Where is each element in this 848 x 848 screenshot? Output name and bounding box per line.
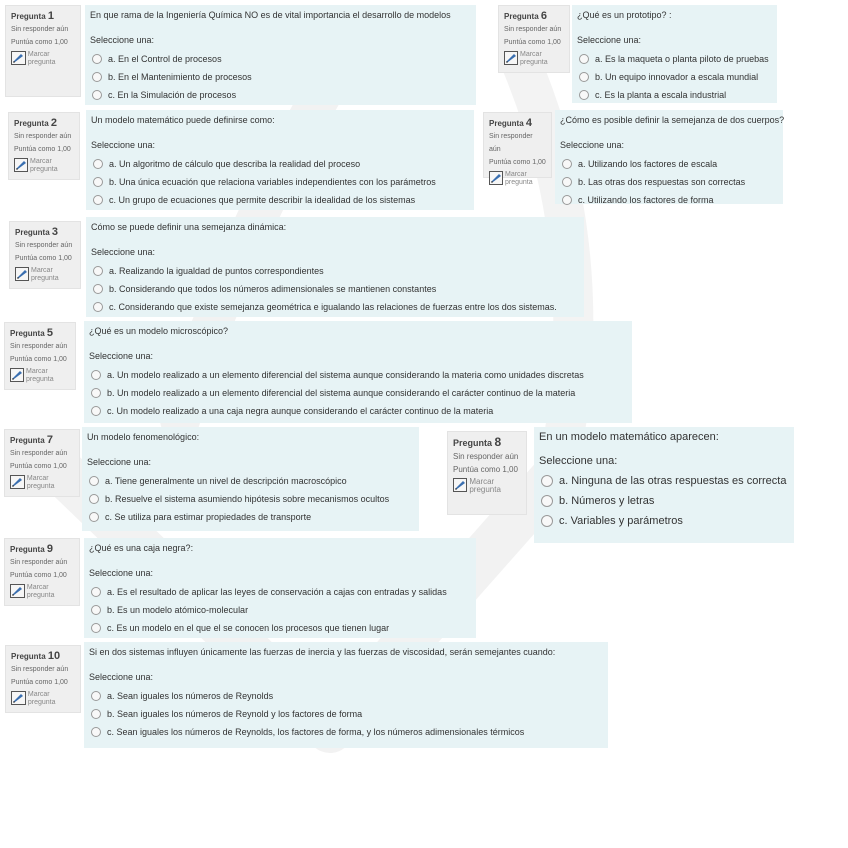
question-text: Cómo se puede definir una semejanza dinámica: <box>91 222 287 232</box>
answer-option[interactable] <box>89 384 627 402</box>
answer-option[interactable] <box>577 50 772 68</box>
question-score: Puntúa como 1,00 <box>11 39 68 46</box>
flag-question-label: Marcar pregunta <box>31 267 59 282</box>
radio-button[interactable] <box>93 302 103 312</box>
answer-option[interactable] <box>539 511 789 531</box>
radio-button[interactable] <box>91 388 101 398</box>
question-info <box>4 429 80 497</box>
answer-option[interactable] <box>90 86 471 104</box>
question-text: En que rama de la Ingeniería Química NO es de vital importancia el desarrollo de modelos <box>90 10 451 20</box>
flag-question-label: Marcar pregunta <box>27 691 56 706</box>
radio-button[interactable] <box>562 159 572 169</box>
question-number-value: 10 <box>47 650 61 662</box>
question-number-value: 8 <box>494 435 502 449</box>
question-info <box>4 538 80 606</box>
question-number-value: 3 <box>51 226 59 238</box>
radio-button[interactable] <box>89 494 99 504</box>
question-content <box>534 427 794 543</box>
question-content <box>86 217 584 317</box>
answer-option[interactable] <box>90 68 471 86</box>
answer-option-label: a. Utilizando los factores de escala <box>578 159 718 169</box>
question-number <box>504 10 564 23</box>
question-number <box>453 436 521 450</box>
radio-button[interactable] <box>93 177 103 187</box>
answer-option[interactable] <box>89 723 603 741</box>
question-status: Sin responder aún <box>10 343 68 350</box>
flag-icon <box>11 51 26 65</box>
question-score: Puntúa como 1,00 <box>10 463 67 470</box>
flag-question-button[interactable] <box>10 368 70 384</box>
answer-prompt: Seleccione una: <box>87 457 152 467</box>
answer-option[interactable] <box>539 471 789 491</box>
radio-button[interactable] <box>91 727 101 737</box>
question-number-value: 4 <box>525 117 533 129</box>
question-number <box>10 434 74 447</box>
answer-option-label: a. Realizando la igualdad de puntos correspondientes <box>109 266 324 276</box>
question-number-value: 5 <box>46 327 54 339</box>
answer-option-label: b. Es un modelo atómico-molecular <box>107 605 249 615</box>
answer-option[interactable] <box>89 583 471 601</box>
question-content <box>84 538 476 638</box>
flag-icon <box>453 478 467 492</box>
question-label: Pregunta <box>504 12 539 21</box>
question-score: Puntúa como 1,00 <box>11 679 68 686</box>
question-label: Pregunta <box>10 329 45 338</box>
answer-option-label: c. Es la planta a escala industrial <box>595 90 727 100</box>
question-text: ¿Qué es un modelo microscópico? <box>89 326 229 336</box>
answer-option-label: b. Un equipo innovador a escala mundial <box>595 72 759 82</box>
question-number <box>11 10 75 23</box>
question-info <box>447 431 527 515</box>
radio-button[interactable] <box>541 515 553 527</box>
question-content <box>572 5 777 103</box>
question-status: Sin responder aún <box>10 450 68 457</box>
answer-option-label: c. Un grupo de ecuaciones que permite describir la idealidad de los sistemas <box>109 195 416 205</box>
flag-icon <box>14 158 28 172</box>
answer-prompt: Seleccione una: <box>89 568 154 578</box>
answer-option-label: a. Un modelo realizado a un elemento diferencial del sistema aunque considerando la materia como unidades discretas <box>107 370 584 380</box>
answer-option[interactable] <box>90 50 471 68</box>
flag-question-button[interactable] <box>489 171 546 187</box>
flag-question-button[interactable] <box>453 478 521 494</box>
question-score: Puntúa como 1,00 <box>10 356 67 363</box>
question-number <box>15 226 75 239</box>
question-score: Puntúa como 1,00 <box>453 465 518 474</box>
flag-icon <box>10 475 25 489</box>
flag-question-label: Marcar pregunta <box>26 584 55 599</box>
answer-option[interactable] <box>89 601 471 619</box>
question-status: Sin responder aún <box>489 133 533 153</box>
answer-option-label: c. Sean iguales los números de Reynolds, los factores de forma, y los números adimensionales térmicos <box>107 727 525 737</box>
answer-option-label: b. Un modelo realizado a un elemento diferencial del sistema aunque considerando el carácter continuo de la materia <box>107 388 576 398</box>
question-content <box>84 642 608 748</box>
answer-option-label: a. Es el resultado de aplicar las leyes de conservación a cajas con entradas y salidas <box>107 587 447 597</box>
answer-prompt: Seleccione una: <box>91 140 156 150</box>
answer-option-label: a. Es la maqueta o planta piloto de pruebas <box>595 54 769 64</box>
flag-icon <box>15 267 29 281</box>
question-content <box>86 110 474 210</box>
question-info <box>483 112 552 186</box>
answer-prompt: Seleccione una: <box>539 455 618 467</box>
question-number-value: 7 <box>46 434 54 446</box>
question-info <box>4 322 76 390</box>
question-status: Sin responder aún <box>504 26 562 33</box>
question-info <box>5 5 81 97</box>
question-score: Puntúa como 1,00 <box>15 255 72 262</box>
question-status: Sin responder aún <box>11 26 69 33</box>
answer-option[interactable] <box>91 262 579 280</box>
question-number <box>10 327 70 340</box>
answer-option-label: b. Números y letras <box>559 495 655 507</box>
answer-option-label: c. Se utiliza para estimar propiedades de transporte <box>105 512 312 522</box>
answer-option[interactable] <box>89 619 471 637</box>
question-content <box>82 427 419 531</box>
radio-button[interactable] <box>579 72 589 82</box>
flag-icon <box>504 51 518 65</box>
flag-question-label: Marcar pregunta <box>26 475 55 490</box>
question-text: ¿Qué es un prototipo? : <box>577 10 672 20</box>
question-text: Un modelo matemático puede definirse como: <box>91 115 275 125</box>
answer-option[interactable] <box>91 298 579 316</box>
answer-option-label: c. Variables y parámetros <box>559 515 683 527</box>
answer-option-label: b. Considerando que todos los números adimensionales se mantienen constantes <box>109 284 437 294</box>
answer-option[interactable] <box>560 155 778 173</box>
answer-option-label: b. Resuelve el sistema asumiendo hipótesis sobre mecanismos ocultos <box>105 494 390 504</box>
answer-option[interactable] <box>89 705 603 723</box>
answer-prompt: Seleccione una: <box>90 35 155 45</box>
question-info <box>498 5 570 73</box>
question-text: Si en dos sistemas influyen únicamente las fuerzas de inercia y las fuerzas de viscosidad, serán semejantes cuando: <box>89 647 556 657</box>
question-number <box>14 117 74 130</box>
radio-button[interactable] <box>93 195 103 205</box>
answer-option[interactable] <box>89 687 603 705</box>
answer-option-label: c. Es un modelo en el que el se conocen los procesos que tienen lugar <box>107 623 390 633</box>
answer-option[interactable] <box>91 191 469 209</box>
flag-question-button[interactable] <box>11 691 75 707</box>
flag-question-button[interactable] <box>10 475 74 491</box>
question-score: Puntúa como 1,00 <box>504 39 561 46</box>
radio-button[interactable] <box>579 54 589 64</box>
flag-icon <box>10 584 25 598</box>
question-label: Pregunta <box>489 119 524 128</box>
question-status: Sin responder aún <box>15 242 73 249</box>
question-label: Pregunta <box>10 436 45 445</box>
radio-button[interactable] <box>93 284 103 294</box>
answer-prompt: Seleccione una: <box>91 247 156 257</box>
answer-option-label: c. Utilizando los factores de forma <box>578 195 714 205</box>
question-info <box>5 645 81 713</box>
answer-option-label: c. En la Simulación de procesos <box>108 90 237 100</box>
answer-option-label: a. Tiene generalmente un nivel de descripción macroscópico <box>105 476 347 486</box>
answer-option[interactable] <box>577 68 772 86</box>
radio-button[interactable] <box>93 266 103 276</box>
flag-question-button[interactable] <box>15 267 75 283</box>
answer-option-label: b. En el Mantenimiento de procesos <box>108 72 252 82</box>
answer-option[interactable] <box>89 402 627 420</box>
answer-option[interactable] <box>539 491 789 511</box>
flag-question-button[interactable] <box>10 584 74 600</box>
radio-button[interactable] <box>89 476 99 486</box>
question-info <box>9 221 81 289</box>
radio-button[interactable] <box>91 370 101 380</box>
answer-prompt: Seleccione una: <box>89 672 154 682</box>
question-number <box>489 117 546 130</box>
question-text: ¿Cómo es posible definir la semejanza de dos cuerpos? <box>560 115 785 125</box>
question-label: Pregunta <box>453 438 493 448</box>
answer-option[interactable] <box>577 86 772 104</box>
answer-option[interactable] <box>89 366 627 384</box>
question-label: Pregunta <box>10 545 45 554</box>
question-number <box>11 650 75 663</box>
question-content <box>85 5 476 105</box>
radio-button[interactable] <box>89 512 99 522</box>
answer-prompt: Seleccione una: <box>560 140 625 150</box>
answer-option[interactable] <box>560 173 778 191</box>
question-label: Pregunta <box>11 12 46 21</box>
radio-button[interactable] <box>91 709 101 719</box>
question-info <box>8 112 80 180</box>
answer-option-label: b. Sean iguales los números de Reynold y los factores de forma <box>107 709 363 719</box>
answer-option-label: a. Ninguna de las otras respuestas es correcta <box>559 475 787 487</box>
flag-icon <box>11 691 26 705</box>
question-status: Sin responder aún <box>453 452 519 461</box>
radio-button[interactable] <box>92 54 102 64</box>
question-number-value: 1 <box>47 10 55 22</box>
question-label: Pregunta <box>11 652 46 661</box>
question-number-value: 9 <box>46 543 54 555</box>
flag-question-button[interactable] <box>14 158 74 174</box>
answer-option-label: b. Una única ecuación que relaciona variables independientes con los parámetros <box>109 177 436 187</box>
answer-option[interactable] <box>87 490 414 508</box>
question-text: En un modelo matemático aparecen: <box>539 431 719 443</box>
flag-question-label: Marcar pregunta <box>26 368 54 383</box>
radio-button[interactable] <box>91 406 101 416</box>
flag-question-button[interactable] <box>11 51 75 67</box>
answer-option-label: c. Considerando que existe semejanza geométrica e igualando las relaciones de fuerzas entre los dos sistemas. <box>109 302 557 312</box>
answer-option[interactable] <box>87 472 414 490</box>
answer-option-label: a. Sean iguales los números de Reynolds <box>107 691 274 701</box>
flag-question-label: Marcar pregunta <box>27 51 56 66</box>
question-content <box>555 110 783 204</box>
radio-button[interactable] <box>93 159 103 169</box>
question-label: Pregunta <box>14 119 49 128</box>
answer-option[interactable] <box>87 508 414 526</box>
radio-button[interactable] <box>541 495 553 507</box>
flag-icon <box>489 171 503 185</box>
radio-button[interactable] <box>91 623 101 633</box>
question-score: Puntúa como 1,00 <box>14 146 71 153</box>
radio-button[interactable] <box>91 691 101 701</box>
question-number-value: 2 <box>50 117 58 129</box>
answer-prompt: Seleccione una: <box>577 35 642 45</box>
question-number <box>10 543 74 556</box>
flag-question-label: Marcar pregunta <box>520 51 548 66</box>
answer-prompt: Seleccione una: <box>89 351 154 361</box>
flag-question-label: Marcar pregunta <box>469 477 501 494</box>
answer-option[interactable] <box>91 173 469 191</box>
question-text: Un modelo fenomenológico: <box>87 432 200 442</box>
flag-question-label: Marcar pregunta <box>505 171 533 186</box>
radio-button[interactable] <box>92 90 102 100</box>
answer-option-label: b. Las otras dos respuestas son correctas <box>578 177 746 187</box>
answer-option-label: a. En el Control de procesos <box>108 54 222 64</box>
radio-button[interactable] <box>579 90 589 100</box>
question-number-value: 6 <box>540 10 548 22</box>
question-text: ¿Qué es una caja negra?: <box>89 543 194 553</box>
answer-option[interactable] <box>91 280 579 298</box>
question-status: Sin responder aún <box>14 133 72 140</box>
question-score: Puntúa como 1,00 <box>10 572 67 579</box>
radio-button[interactable] <box>91 587 101 597</box>
radio-button[interactable] <box>562 177 572 187</box>
question-score: Puntúa como 1,00 <box>489 159 546 166</box>
answer-option[interactable] <box>91 155 469 173</box>
radio-button[interactable] <box>92 72 102 82</box>
question-label: Pregunta <box>15 228 50 237</box>
question-status: Sin responder aún <box>11 666 69 673</box>
radio-button[interactable] <box>541 475 553 487</box>
radio-button[interactable] <box>562 195 572 205</box>
flag-icon <box>10 368 24 382</box>
flag-question-button[interactable] <box>504 51 564 67</box>
answer-option-label: a. Un algoritmo de cálculo que describa la realidad del proceso <box>109 159 361 169</box>
radio-button[interactable] <box>91 605 101 615</box>
answer-option[interactable] <box>560 191 778 209</box>
question-status: Sin responder aún <box>10 559 68 566</box>
flag-question-label: Marcar pregunta <box>30 158 58 173</box>
question-content <box>84 321 632 423</box>
answer-option-label: c. Un modelo realizado a una caja negra aunque considerando el carácter continuo de la materia <box>107 406 494 416</box>
